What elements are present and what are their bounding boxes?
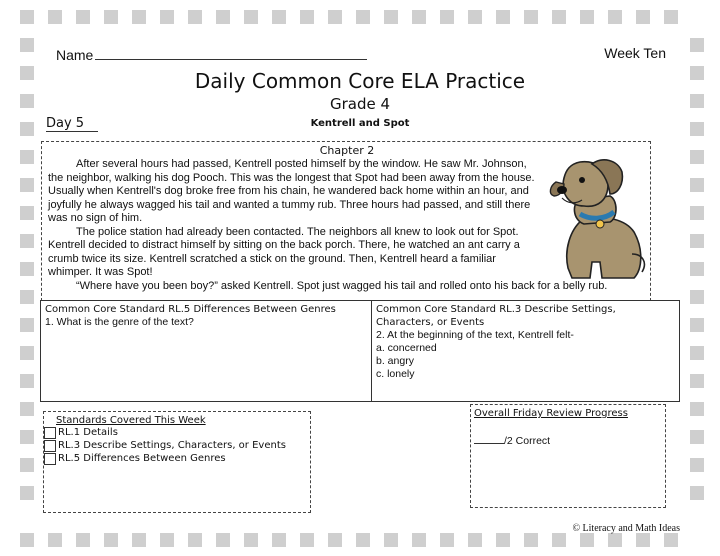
border-square — [468, 10, 482, 24]
border-square — [690, 38, 704, 52]
border-square — [580, 10, 594, 24]
standard-label: RL.5 Differences Between Genres — [58, 453, 226, 464]
copyright: © Literacy and Math Ideas — [572, 523, 680, 534]
page-title: Daily Common Core ELA Practice — [194, 69, 526, 93]
border-square — [20, 122, 34, 136]
border-square — [440, 10, 454, 24]
border-square — [20, 458, 34, 472]
border-square — [20, 533, 34, 547]
border-square — [104, 10, 118, 24]
story-box — [41, 141, 651, 301]
standard-checkbox[interactable] — [44, 440, 56, 452]
border-square — [690, 66, 704, 80]
border-square — [608, 10, 622, 24]
border-square — [20, 94, 34, 108]
name-field[interactable] — [56, 45, 367, 63]
border-square — [690, 122, 704, 136]
worksheet — [40, 38, 680, 536]
border-square — [20, 430, 34, 444]
border-square — [188, 10, 202, 24]
border-square — [328, 10, 342, 24]
border-square — [20, 150, 34, 164]
standards-box — [43, 411, 311, 513]
border-square — [690, 94, 704, 108]
border-square — [20, 262, 34, 276]
border-square — [690, 290, 704, 304]
border-square — [690, 402, 704, 416]
border-square — [412, 10, 426, 24]
story-title: Kentrell and Spot — [310, 118, 410, 129]
border-square — [690, 234, 704, 248]
standard-checkbox[interactable] — [44, 453, 56, 465]
border-square — [160, 10, 174, 24]
border-square — [20, 234, 34, 248]
standard-checkbox[interactable] — [44, 427, 56, 439]
border-square — [356, 10, 370, 24]
border-square — [20, 346, 34, 360]
border-square — [690, 178, 704, 192]
week-label: Week Ten — [604, 45, 666, 61]
border-square — [20, 10, 34, 24]
question-box-characters — [371, 300, 680, 402]
answer-option-a[interactable]: a. concerned — [376, 342, 437, 354]
standard-item — [44, 426, 310, 439]
review-box — [470, 404, 666, 508]
border-square — [690, 458, 704, 472]
border-square — [20, 206, 34, 220]
border-square — [300, 10, 314, 24]
standard-label: RL.3 Describe Settings, Characters, or Events — [58, 440, 286, 451]
border-square — [76, 10, 90, 24]
border-square — [20, 486, 34, 500]
story-paragraph: After several hours had passed, Kentrell posted himself by the window. He saw Mr. Johnson, the neighbor, walking his dog Pooch. This was the longest that Spot had been away from the house. Usually when Kentrell's dog broke free from his chain, he wandered back home within an hour, and joyfully he always wagged his tail and wanted a tummy rub. Three hours had passed, and still there was no sign of him. — [48, 158, 535, 224]
border-square — [20, 66, 34, 80]
story-paragraph: “Where have you been boy?” asked Kentrell. Spot just wagged his tail and rolled onto his back for a belly rub. — [76, 279, 608, 292]
standards-heading: Standards Covered This Week — [56, 415, 206, 426]
border-square — [496, 10, 510, 24]
name-line[interactable] — [95, 45, 367, 60]
border-square — [690, 346, 704, 360]
border-square — [690, 318, 704, 332]
border-square — [636, 10, 650, 24]
answer-option-c[interactable]: c. lonely — [376, 368, 415, 380]
question-box-genre — [40, 300, 372, 402]
review-score — [471, 419, 665, 447]
border-square — [690, 430, 704, 444]
border-square — [690, 262, 704, 276]
standard-item — [44, 439, 310, 452]
border-square — [20, 374, 34, 388]
question-standard: Common Core Standard RL.3 Describe Settings, Characters, or Events — [376, 304, 616, 328]
question-standard: Common Core Standard RL.5 Differences Between Genres — [45, 304, 336, 315]
border-square — [20, 38, 34, 52]
border-square — [132, 10, 146, 24]
border-square — [690, 486, 704, 500]
score-blank[interactable] — [474, 433, 504, 444]
day-label: Day 5 — [46, 116, 98, 132]
border-square — [524, 10, 538, 24]
border-square — [20, 290, 34, 304]
border-square — [690, 374, 704, 388]
border-square — [20, 178, 34, 192]
score-suffix: /2 Correct — [504, 435, 551, 447]
name-label: Name — [56, 47, 94, 63]
border-square — [690, 150, 704, 164]
border-square — [216, 10, 230, 24]
question-text: 2. At the beginning of the text, Kentrell felt- — [376, 329, 574, 341]
border-square — [664, 10, 678, 24]
answer-option-b[interactable]: b. angry — [376, 355, 414, 367]
questions-row — [40, 300, 680, 400]
dog-illustration — [542, 150, 650, 285]
border-square — [20, 402, 34, 416]
grade-label: Grade 4 — [329, 95, 391, 113]
chapter-heading: Chapter 2 — [319, 144, 375, 157]
border-square — [690, 206, 704, 220]
border-square — [244, 10, 258, 24]
border-square — [552, 10, 566, 24]
border-square — [384, 10, 398, 24]
story-paragraph: The police station had already been contacted. The neighbors all knew to look out for Spot. Kentrell decided to distract himself by sitting on the back porch. There, he watched an ant carry a crumb twice its size. Kentrell scratched a stick on the ground. Then, Kentrell heard a familiar whimper. It was Spot! — [48, 225, 520, 278]
standard-item — [44, 452, 310, 465]
question-text: 1. What is the genre of the text? — [45, 316, 194, 328]
border-square — [20, 318, 34, 332]
standard-label: RL.1 Details — [58, 427, 118, 438]
border-square — [272, 10, 286, 24]
border-square — [48, 10, 62, 24]
review-heading: Overall Friday Review Progress — [474, 408, 628, 419]
